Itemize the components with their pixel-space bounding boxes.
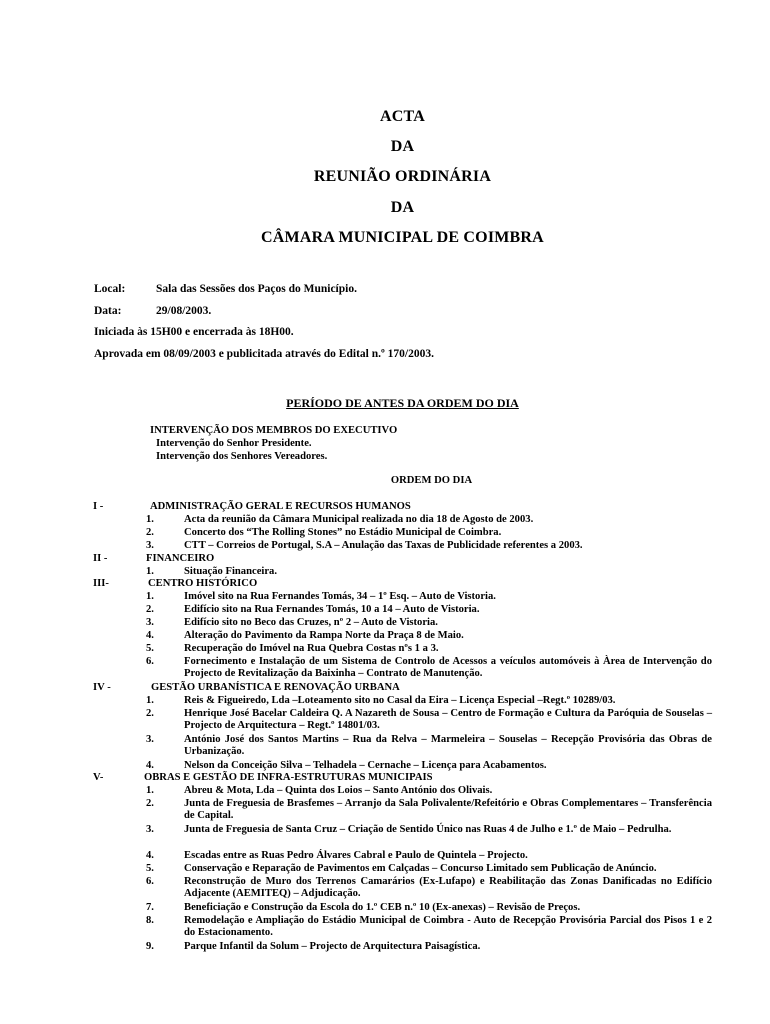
item-number: 5. — [146, 863, 154, 874]
list-item — [146, 850, 712, 862]
item-number: 3. — [146, 734, 154, 745]
intervencao-heading: INTERVENÇÃO DOS MEMBROS DO EXECUTIVO — [150, 425, 398, 436]
item-number: 1. — [146, 566, 154, 577]
item-number: 1. — [146, 514, 154, 525]
list-item — [146, 902, 712, 914]
meta-aprovada: Aprovada em 08/09/2003 e publicitada através do Edital n.º 170/2003. — [94, 348, 434, 360]
item-number: 1. — [146, 695, 154, 706]
meta-iniciada: Iniciada às 15H00 e encerrada às 18H00. — [94, 326, 294, 338]
periodo-heading: PERÍODO DE ANTES DA ORDEM DO DIA — [286, 396, 519, 410]
item-number: 1. — [146, 785, 154, 796]
item-text: Concerto dos “The Rolling Stones” no Estádio Municipal de Coimbra. — [184, 527, 502, 538]
section-title: GESTÃO URBANÍSTICA E RENOVAÇÃO URBANA — [151, 682, 400, 693]
item-number: 2. — [146, 604, 154, 615]
meta-local-label: Local: — [94, 283, 126, 295]
item-number: 4. — [146, 850, 154, 861]
list-item — [146, 824, 712, 836]
item-text: Escadas entre as Ruas Pedro Álvares Cabral e Paulo de Quintela – Projecto. — [184, 850, 528, 861]
list-item — [146, 514, 712, 526]
section-number: I - — [93, 501, 104, 512]
item-text: Junta de Freguesia de Santa Cruz – Criação de Sentido Único nas Ruas 4 de Julho e 1.º de Maio – Pedrulha. — [184, 824, 672, 835]
section-title: CENTRO HISTÓRICO — [148, 578, 258, 589]
item-number: 5. — [146, 643, 154, 654]
item-text: Reis & Figueiredo, Lda –Loteamento sito no Casal da Eira – Licença Especial –Regt.º 10289/03. — [184, 695, 616, 706]
item-text: Alteração do Pavimento da Rampa Norte da Praça 8 de Maio. — [184, 630, 464, 641]
item-text: Parque Infantil da Solum – Projecto de Arquitectura Paisagística. — [184, 941, 481, 952]
intervencao-line-1: Intervenção do Senhor Presidente. — [156, 438, 312, 449]
item-number: 6. — [146, 876, 154, 887]
item-number: 6. — [146, 656, 154, 667]
item-text: CTT – Correios de Portugal, S.A – Anulação das Taxas de Publicidade referentes a 2003. — [184, 540, 583, 551]
item-text: Conservação e Reparação de Pavimentos em Calçadas – Concurso Limitado sem Publicação de Anúncio. — [184, 863, 657, 874]
list-item — [146, 540, 712, 552]
item-text: Henrique José Bacelar Caldeira Q. A Nazareth de Sousa – Centro de Formação e Cultura da Paróquia de Souselas – Projecto de Arquitectura – Regt.º 14801/03. — [184, 708, 712, 732]
list-item — [146, 527, 712, 539]
item-text: Imóvel sito na Rua Fernandes Tomás, 34 – 1º Esq. – Auto de Vistoria. — [184, 591, 496, 602]
item-number: 2. — [146, 708, 154, 719]
list-item — [146, 630, 712, 642]
title-da-2: DA — [390, 199, 415, 216]
list-item — [146, 941, 712, 953]
section-title: ADMINISTRAÇÃO GERAL E RECURSOS HUMANOS — [150, 501, 411, 512]
meta-local — [94, 283, 357, 295]
item-number: 7. — [146, 902, 154, 913]
item-text: Beneficiação e Construção da Escola do 1.º CEB n.º 10 (Ex-anexas) – Revisão de Preços. — [184, 902, 581, 913]
item-text: Abreu & Mota, Lda – Quinta dos Loios – Santo António dos Olivais. — [184, 785, 493, 796]
item-number: 2. — [146, 798, 154, 809]
list-item — [146, 734, 712, 759]
item-text: Junta de Freguesia de Brasfemes – Arranjo da Sala Polivalente/Refeitório e Obras Complementares – Transferência de Capital. — [184, 798, 712, 822]
list-item — [146, 785, 712, 797]
title-da-1: DA — [390, 138, 415, 155]
list-item — [146, 695, 712, 707]
meta-local-value: Sala das Sessões dos Paços do Município. — [156, 283, 357, 295]
item-text: Acta da reunião da Câmara Municipal realizada no dia 18 de Agosto de 2003. — [184, 514, 534, 525]
item-text: Edifício sito na Rua Fernandes Tomás, 10 a 14 – Auto de Vistoria. — [184, 604, 480, 615]
item-text: Situação Financeira. — [184, 566, 277, 577]
item-number: 3. — [146, 824, 154, 835]
list-item — [146, 760, 712, 772]
item-number: 8. — [146, 915, 154, 926]
meta-data — [94, 305, 211, 317]
item-number: 9. — [146, 941, 154, 952]
list-item — [146, 876, 712, 901]
item-number: 1. — [146, 591, 154, 602]
list-item — [146, 566, 712, 578]
item-text: Remodelação e Ampliação do Estádio Municipal de Coimbra - Auto de Recepção Provisória Parcial dos Pisos 1 e 2 do Estacionamento. — [184, 915, 712, 939]
intervencao-line-2: Intervenção dos Senhores Vereadores. — [156, 451, 328, 462]
item-text: Reconstrução de Muro dos Terrenos Camarários (Ex-Lufapo) e Reabilitação das Zonas Danificadas no Edifício Adjacente (AEMITEQ) – Adjudicação. — [184, 876, 712, 900]
section-number: II - — [93, 553, 108, 564]
section-number: IV - — [93, 682, 111, 693]
meta-data-value: 29/08/2003. — [156, 305, 212, 317]
title-reuniao: REUNIÃO ORDINÁRIA — [313, 168, 492, 185]
section-number: V- — [93, 772, 104, 783]
list-item — [146, 643, 712, 655]
item-number: 4. — [146, 760, 154, 771]
list-item — [146, 617, 712, 629]
list-item — [146, 656, 712, 681]
item-text: Recuperação do Imóvel na Rua Quebra Costas nºs 1 a 3. — [184, 643, 439, 654]
item-number: 4. — [146, 630, 154, 641]
list-item — [146, 604, 712, 616]
list-item — [146, 915, 712, 940]
item-text: Nelson da Conceição Silva – Telhadela – Cernache – Licença para Acabamentos. — [184, 760, 547, 771]
title-acta: ACTA — [380, 108, 425, 125]
section-title: FINANCEIRO — [146, 553, 215, 564]
item-text: Edifício sito no Beco das Cruzes, nº 2 – Auto de Vistoria. — [184, 617, 438, 628]
item-text: Fornecimento e Instalação de um Sistema de Controlo de Acessos a veículos automóveis à Àrea de Intervenção do Projecto de Revitalização da Baixinha – Contrato de Manutenção. — [184, 656, 712, 680]
item-number: 3. — [146, 540, 154, 551]
list-item — [146, 798, 712, 823]
list-item — [146, 708, 712, 733]
section-number: III- — [93, 578, 109, 589]
item-number: 3. — [146, 617, 154, 628]
item-text: António José dos Santos Martins – Rua da Relva – Marmeleira – Souselas – Recepção Provisória das Obras de Urbanização. — [184, 734, 712, 758]
list-item — [146, 591, 712, 603]
section-title: OBRAS E GESTÃO DE INFRA-ESTRUTURAS MUNICIPAIS — [144, 772, 433, 783]
ordem-do-dia-heading: ORDEM DO DIA — [390, 475, 473, 486]
meta-data-label: Data: — [94, 305, 122, 317]
title-camara: CÂMARA MUNICIPAL DE COIMBRA — [261, 229, 544, 246]
list-item — [146, 863, 712, 875]
item-number: 2. — [146, 527, 154, 538]
